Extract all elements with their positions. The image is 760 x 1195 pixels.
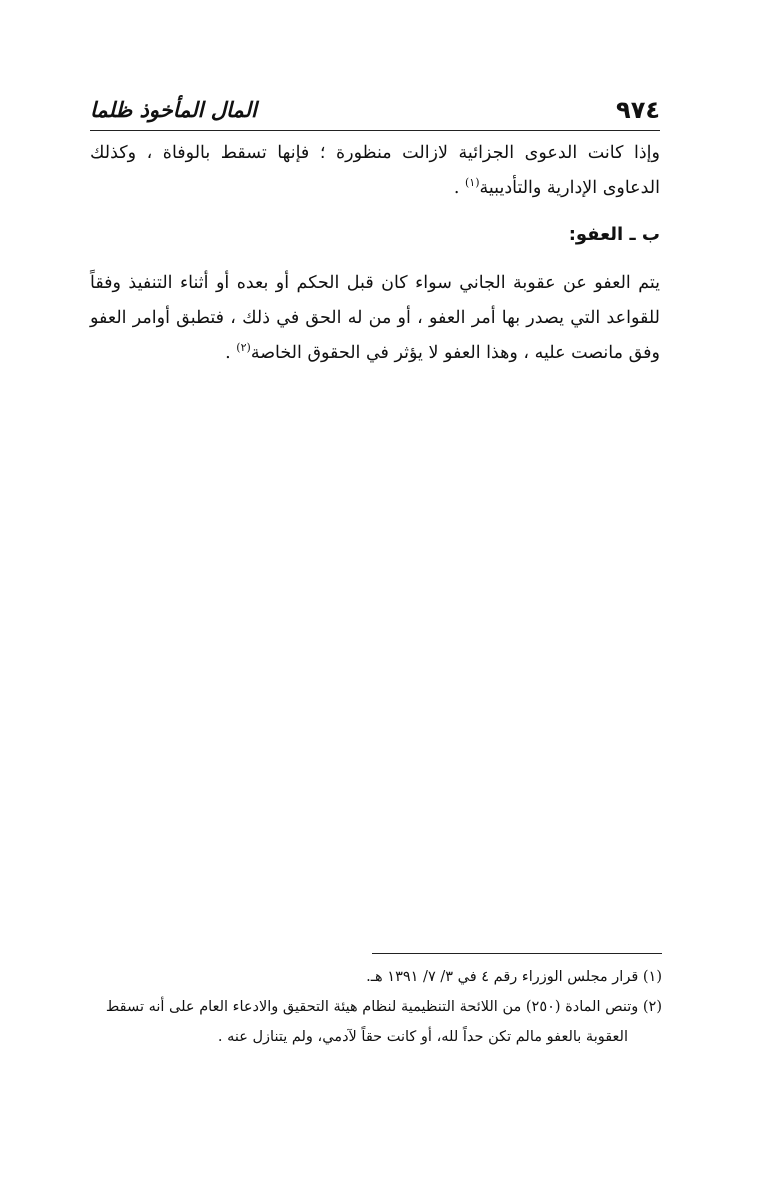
paragraph-pardon bbox=[90, 266, 660, 371]
paragraph-end: . bbox=[225, 343, 237, 363]
footnote-marker-1: (١) bbox=[464, 176, 480, 190]
footnotes bbox=[84, 962, 662, 1052]
page-number: ٩٧٤ bbox=[616, 96, 660, 124]
footnote-separator bbox=[372, 953, 662, 954]
running-title: المال المأخوذ ظلما bbox=[90, 98, 257, 122]
section-heading-pardon: ب ـ العفو: bbox=[568, 224, 660, 245]
footnote-2-continuation: العقوبة بالعفو مالم تكن حداً لله، أو كانت حقاً لآدمي، ولم يتنازل عنه . bbox=[217, 1029, 628, 1045]
paragraph-lapse-by-death bbox=[90, 136, 660, 206]
page-header bbox=[90, 96, 660, 131]
footnote-2: (٢) وتنص المادة (٢٥٠) من اللائحة التنظيمية لنظام هيئة التحقيق والادعاء العام على أنه تسقط bbox=[105, 999, 662, 1015]
footnote-marker-2: (٢) bbox=[236, 341, 251, 355]
footnote-1: (١) قرار مجلس الوزراء رقم ٤ في ٣/ ٧/ ١٣٩١ هـ. bbox=[366, 969, 662, 985]
paragraph-end: . bbox=[453, 178, 465, 198]
paragraph-text: وإذا كانت الدعوى الجزائية لازالت منظورة ؛ فإنها تسقط بالوفاة ، وكذلك الدعاوى الإدارية والتأديبية bbox=[90, 143, 660, 198]
paragraph-text: يتم العفو عن عقوبة الجاني سواء كان قبل الحكم أو بعده أو أثناء التنفيذ وفقاً للقواعد التي يصدر بها أمر العفو ، أو من له الحق في ذلك ، فتطبق أوامر العفو وفق مانصت عليه ، وهذا العفو لا يؤثر في الحقوق الخاصة bbox=[90, 273, 660, 363]
